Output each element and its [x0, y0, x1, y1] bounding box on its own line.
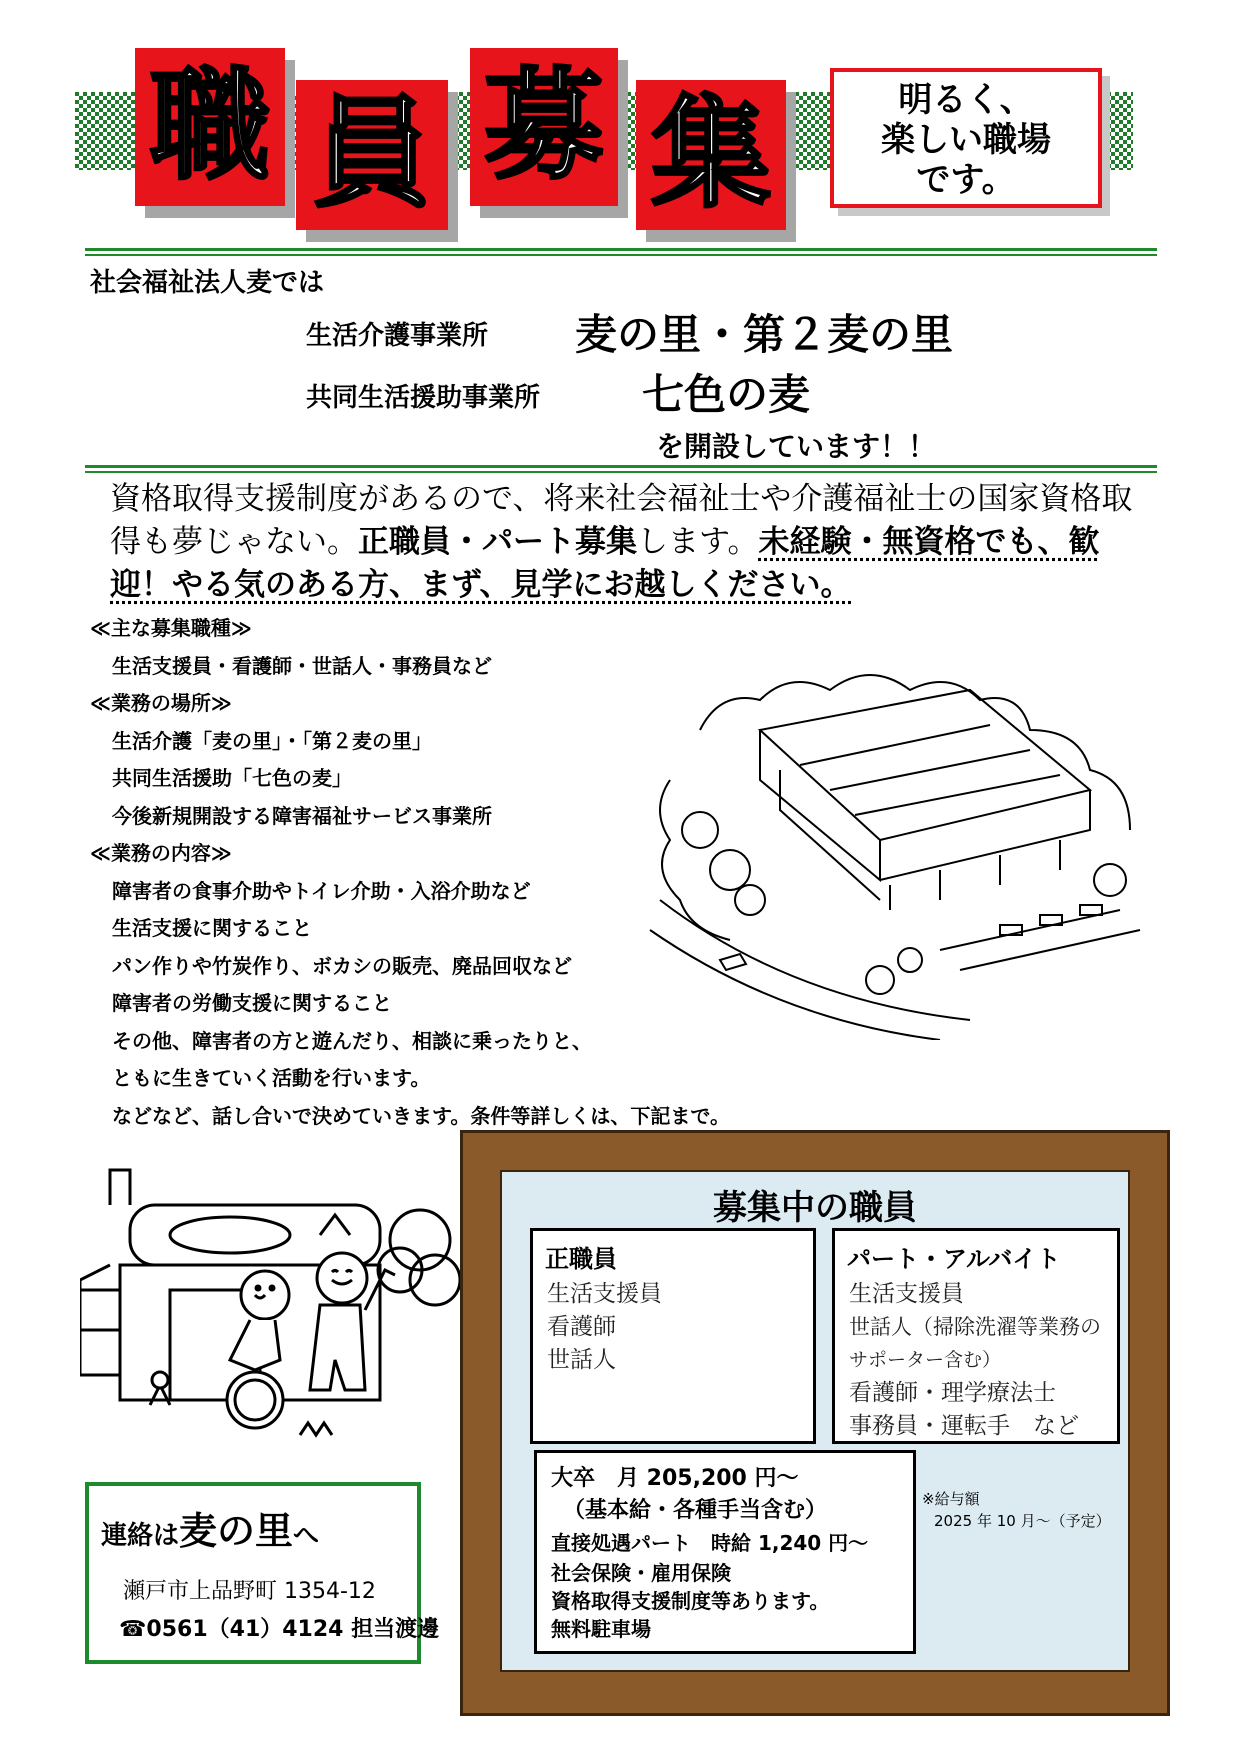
contact-prefix: 連絡は — [101, 1521, 180, 1551]
list-item: サポーター含む） — [849, 1349, 1002, 1371]
salary-line: 直接処遇パート 時給 1,240 円～ — [551, 1531, 869, 1555]
part-time-title: パート・アルバイト — [847, 1245, 1061, 1273]
intro-facility-name: 麦の里・第２麦の里 — [575, 310, 954, 359]
list-item: 世話人 — [547, 1347, 616, 1373]
divider — [85, 471, 1157, 473]
intro-facility-label: 共同生活援助事業所 — [306, 383, 541, 413]
divider — [85, 254, 1157, 256]
contact-heading — [101, 1500, 319, 1555]
list-item: 生活介護「麦の里」・「第２麦の里」 — [112, 728, 432, 753]
catchphrase-line: 明るく、 — [898, 80, 1034, 120]
catchphrase-line: です。 — [916, 160, 1016, 200]
salary-line: 大卒 月 205,200 円～ — [551, 1466, 799, 1491]
paragraph-text: します。 — [637, 524, 759, 560]
list-item: 生活支援員 — [849, 1281, 964, 1307]
section-header: ≪業務の内容≫ — [90, 841, 232, 865]
section-header: ≪主な募集職種≫ — [90, 616, 252, 640]
salary-note: 2025 年 10 月～（予定） — [934, 1512, 1111, 1530]
header-kanji: 集 — [651, 85, 771, 224]
header-kanji: 職 — [150, 57, 270, 196]
divider — [85, 465, 1157, 468]
list-item: ともに生きていく活動を行います。 — [112, 1066, 431, 1090]
header-kanji-box — [135, 48, 285, 206]
details-list — [90, 610, 730, 1135]
intro-facility-label: 生活介護事業所 — [306, 321, 489, 351]
header-kanji: 募 — [484, 57, 604, 196]
list-item: などなど、話し合いで決めていきます。条件等詳しくは、下記まで。 — [112, 1103, 730, 1128]
list-item: 世話人（掃除洗濯等業務の — [849, 1315, 1101, 1339]
salary-box — [534, 1450, 916, 1654]
catchphrase-line: 楽しい職場 — [881, 120, 1051, 160]
divider — [85, 248, 1157, 251]
paragraph-highlight: 正職員・パート募集 — [358, 524, 637, 560]
header-kanji-box — [470, 48, 618, 206]
list-item: 障害者の食事介助やトイレ介助・入浴介助など — [112, 878, 531, 903]
salary-line: （基本給・各種手当含む） — [563, 1498, 828, 1523]
contact-suffix: へ — [293, 1521, 320, 1551]
header-kanji-box — [296, 80, 448, 230]
building-illustration — [640, 670, 1160, 1040]
characters-illustration — [80, 1160, 460, 1460]
intro-facility-name: 七色の麦 — [642, 370, 811, 419]
section-header: ≪業務の場所≫ — [90, 691, 232, 715]
intro-paragraph — [110, 478, 1160, 607]
contact-name: 麦の里 — [179, 1509, 294, 1553]
list-item: 共同生活援助「七色の麦」 — [112, 766, 352, 790]
list-item: 生活支援員 — [547, 1281, 662, 1307]
catchphrase-box — [830, 68, 1102, 208]
list-item: 看護師・理学療法士 — [849, 1380, 1056, 1406]
salary-note: ※給与額 — [922, 1490, 980, 1508]
salary-line: 社会保険・雇用保険 — [551, 1561, 731, 1585]
salary-line: 無料駐車場 — [551, 1617, 651, 1641]
paragraph-underlined: 未経験・無資格でも、歓迎！やる気のある方、まず、見学にお越しください。 — [110, 524, 1100, 603]
header-kanji-box — [636, 80, 786, 230]
paragraph-text: 資格取得支援制度があるので、将来社会福祉士や介護福祉士の国家資格取得も夢じゃない。 — [110, 481, 1133, 560]
intro-line-1: 社会福祉法人麦では — [90, 268, 325, 298]
salary-line: 資格取得支援制度等あります。 — [551, 1589, 830, 1613]
board-title: 募集中の職員 — [713, 1188, 917, 1228]
contact-box — [85, 1482, 440, 1664]
regular-staff-title: 正職員 — [545, 1245, 617, 1273]
list-item: 事務員・運転手 など — [849, 1413, 1079, 1439]
list-item: 生活支援員・看護師・世話人・事務員など — [112, 653, 492, 678]
list-item: 今後新規開設する障害福祉サービス事業所 — [112, 803, 492, 828]
header-kanji: 員 — [312, 85, 432, 224]
list-item: その他、障害者の方と遊んだり、相談に乗ったりと、 — [112, 1028, 592, 1053]
list-item: パン作りや竹炭作り、ボカシの販売、廃品回収など — [112, 953, 572, 978]
part-time-box — [832, 1228, 1120, 1444]
list-item: 生活支援に関すること — [112, 916, 312, 940]
list-item: 看護師 — [547, 1314, 616, 1340]
contact-address: 瀬戸市上品野町 1354-12 — [123, 1579, 376, 1604]
list-item: 障害者の労働支援に関すること — [112, 991, 392, 1015]
regular-staff-box — [530, 1228, 816, 1444]
intro-line-4: を開設しています！！ — [656, 430, 937, 463]
contact-phone: ☎0561（41）4124 担当渡邊 — [119, 1617, 440, 1642]
